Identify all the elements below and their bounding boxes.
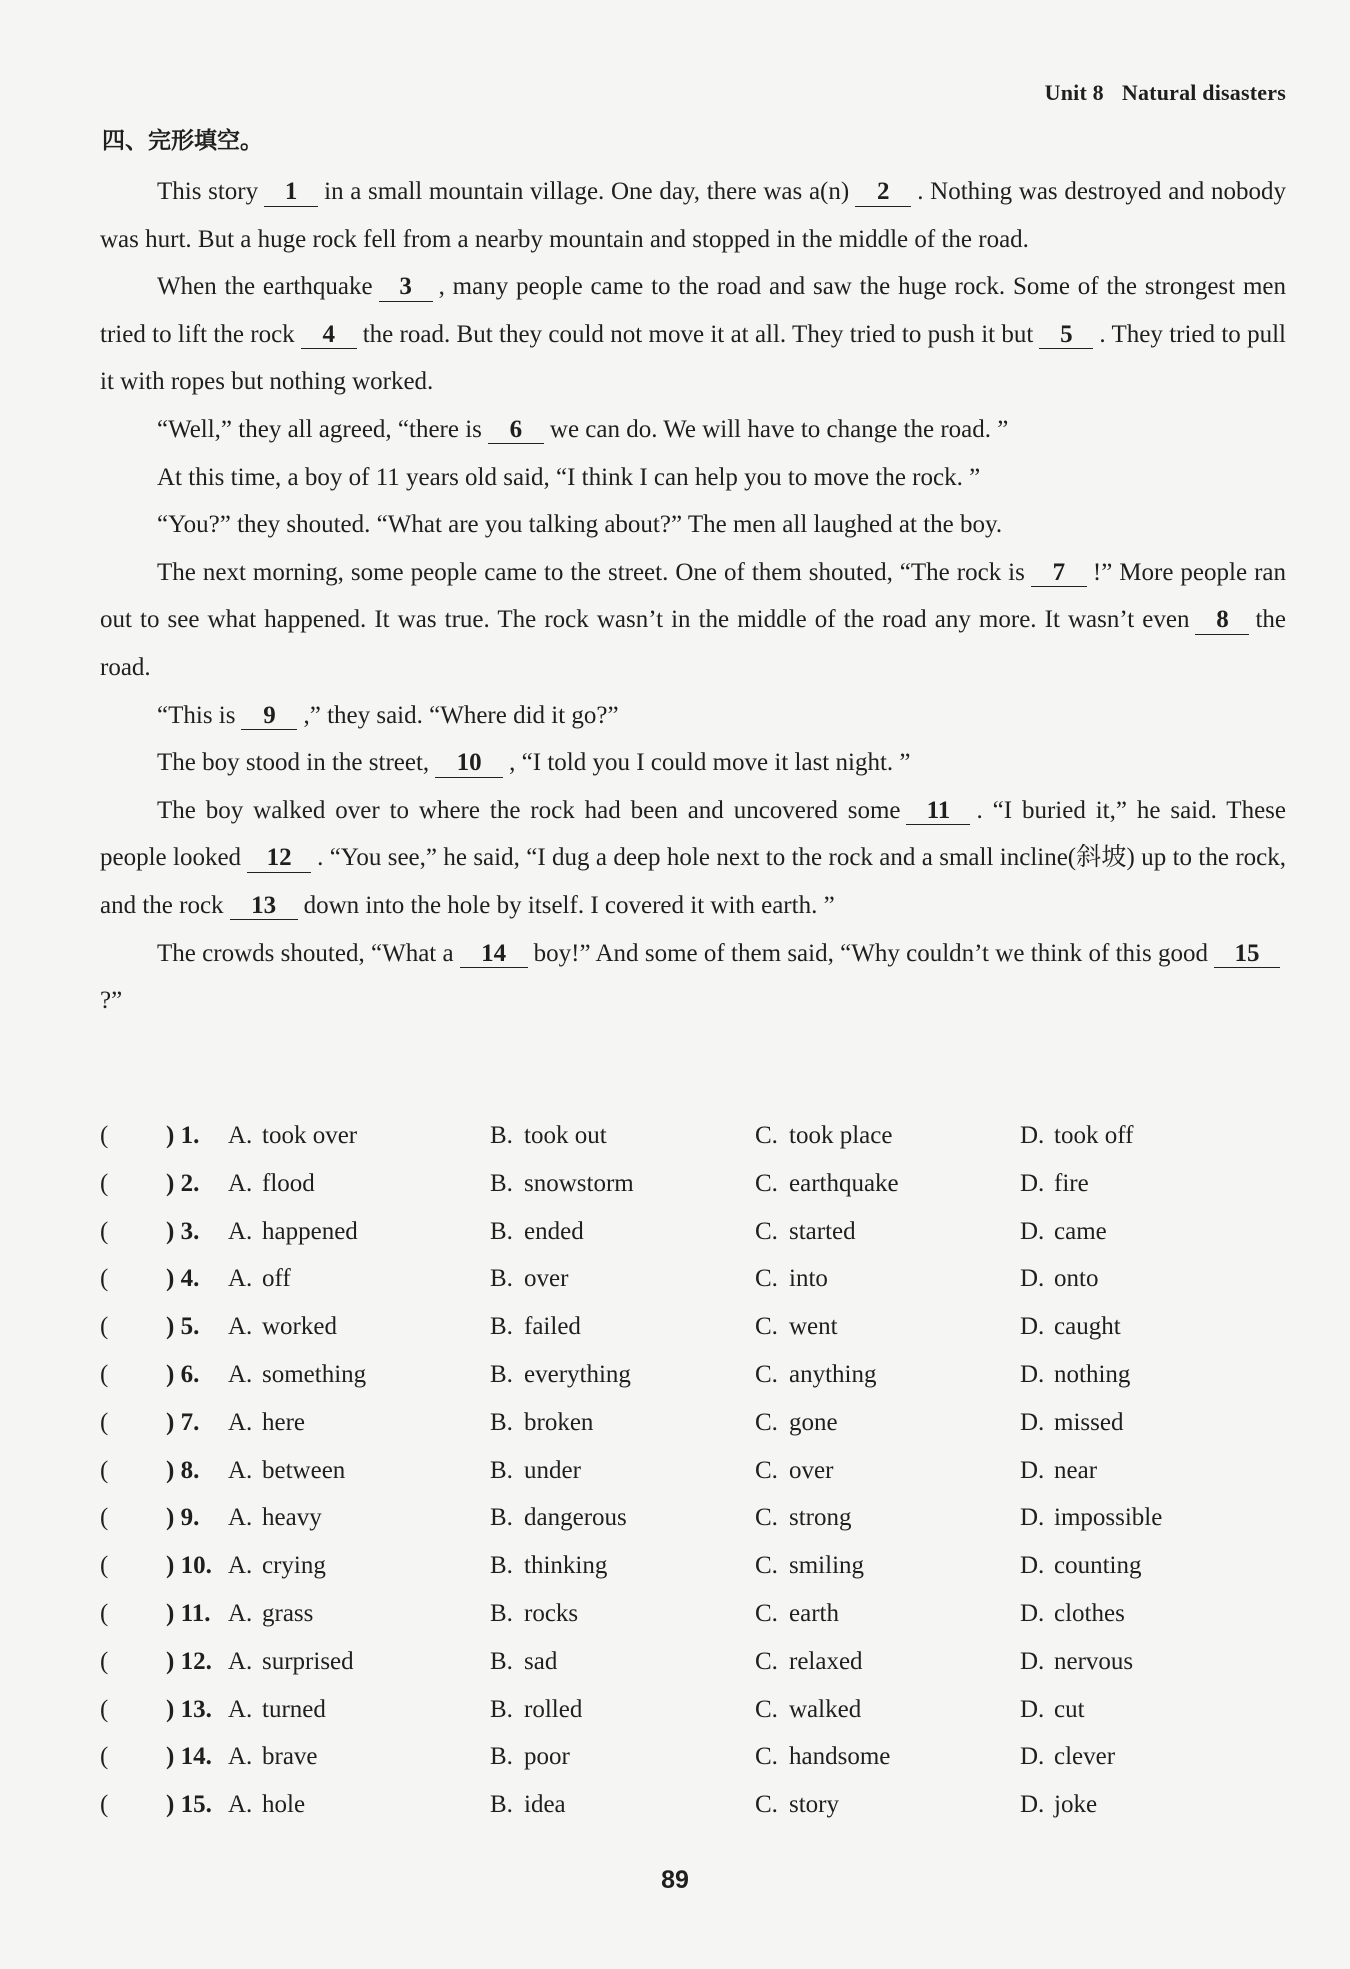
option-text: brave [262, 1743, 318, 1771]
option-letter: C. [755, 1552, 778, 1580]
option-text: caught [1054, 1313, 1121, 1341]
option-letter: B. [490, 1647, 513, 1675]
option-text: impossible [1054, 1504, 1163, 1532]
passage-text: . “I buried it,” he said. These people looked [100, 796, 1286, 872]
answer-paren[interactable]: ( [100, 1552, 109, 1580]
passage-text: the road. [100, 606, 1286, 681]
option-text: poor [524, 1743, 570, 1771]
option-c [755, 1218, 856, 1246]
option-letter: A. [228, 1169, 253, 1197]
answer-blank: 4 [301, 321, 357, 350]
answer-blank: 12 [247, 844, 311, 873]
option-text: smiling [789, 1552, 865, 1580]
option-a [228, 1648, 354, 1676]
option-letter: C. [755, 1122, 778, 1149]
answer-blank: 15 [1214, 940, 1280, 969]
option-text: hole [262, 1791, 306, 1819]
option-text: took out [524, 1122, 607, 1149]
answer-paren[interactable]: ( [100, 1122, 109, 1149]
option-c [755, 1409, 838, 1437]
option-text: gone [789, 1408, 838, 1436]
option-letter: D. [1020, 1552, 1045, 1580]
passage-text: . Nothing was destroyed and nobody was hurt. But a huge rock fell from a nearby mountain and stopped in the middle of the road. [100, 178, 1286, 253]
option-text: rolled [524, 1695, 583, 1723]
question-row [100, 1122, 1286, 1170]
option-b [490, 1743, 570, 1771]
option-a [228, 1313, 337, 1341]
option-d [1020, 1313, 1121, 1341]
option-letter: B. [490, 1408, 513, 1436]
passage-paragraph [100, 454, 1286, 502]
option-d [1020, 1791, 1097, 1819]
option-text: idea [524, 1791, 566, 1819]
question-number: ) 3. [166, 1217, 200, 1245]
passage-text: The boy walked over to where the rock had been and uncovered some [157, 796, 901, 824]
option-letter: D. [1020, 1265, 1045, 1293]
option-text: near [1054, 1456, 1098, 1484]
option-c [755, 1743, 890, 1771]
option-b [490, 1648, 557, 1676]
option-letter: C. [755, 1791, 778, 1819]
option-b [490, 1791, 566, 1819]
passage-text: “Well,” they all agreed, “there is [157, 415, 482, 443]
question-number: ) 9. [166, 1504, 200, 1532]
question-number: ) 14. [166, 1743, 212, 1771]
answer-paren[interactable]: ( [100, 1695, 109, 1723]
option-letter: D. [1020, 1791, 1045, 1819]
option-letter: D. [1020, 1647, 1045, 1675]
passage-paragraph [100, 930, 1286, 1025]
option-letter: B. [490, 1313, 513, 1341]
passage-text: down into the hole by itself. I covered it with earth. ” [303, 891, 835, 919]
option-d [1020, 1648, 1133, 1676]
option-b [490, 1552, 607, 1580]
option-d [1020, 1265, 1098, 1293]
passage-text: we can do. We will have to change the road. ” [549, 415, 1009, 443]
option-letter: B. [490, 1265, 513, 1293]
answer-blank: 6 [488, 416, 544, 445]
option-text: came [1054, 1217, 1107, 1245]
option-text: grass [262, 1599, 314, 1627]
option-text: onto [1054, 1265, 1099, 1293]
option-letter: A. [228, 1217, 253, 1245]
option-b [490, 1265, 568, 1293]
option-letter: D. [1020, 1313, 1045, 1341]
passage-paragraph [100, 406, 1286, 454]
option-letter: D. [1020, 1599, 1045, 1627]
option-text: under [524, 1456, 581, 1484]
option-a [228, 1600, 313, 1628]
option-a [228, 1170, 315, 1198]
answer-paren[interactable]: ( [100, 1265, 109, 1293]
answer-paren[interactable]: ( [100, 1504, 109, 1532]
passage-text: At this time, a boy of 11 years old said, “I think I can help you to move the rock. ” [157, 463, 981, 491]
question-number: ) 15. [166, 1791, 212, 1819]
option-text: failed [524, 1313, 581, 1341]
option-d [1020, 1696, 1085, 1724]
option-text: joke [1054, 1791, 1098, 1819]
passage-text: This story [157, 178, 259, 205]
question-row [100, 1600, 1286, 1648]
option-letter: A. [228, 1743, 253, 1771]
answer-blank: 10 [435, 749, 503, 778]
option-text: between [262, 1456, 346, 1484]
option-text: snowstorm [524, 1169, 634, 1197]
option-d [1020, 1600, 1125, 1628]
option-text: handsome [789, 1743, 891, 1771]
option-text: cut [1054, 1695, 1085, 1723]
option-letter: C. [755, 1169, 778, 1197]
option-letter: A. [228, 1122, 253, 1149]
answer-blank: 9 [241, 702, 297, 731]
passage-text: ,” they said. “Where did it go?” [303, 701, 619, 729]
option-b [490, 1361, 631, 1389]
option-text: earthquake [789, 1169, 899, 1197]
answer-paren[interactable]: ( [100, 1169, 109, 1197]
passage-text: . They tried to pull it with ropes but nothing worked. [100, 320, 1286, 396]
option-c [755, 1170, 899, 1198]
question-number: ) 5. [166, 1313, 200, 1341]
option-text: went [789, 1313, 838, 1341]
answer-paren[interactable]: ( [100, 1743, 109, 1771]
option-letter: D. [1020, 1122, 1045, 1149]
question-row [100, 1504, 1286, 1552]
option-text: broken [524, 1408, 594, 1436]
option-d [1020, 1361, 1130, 1389]
option-c [755, 1600, 839, 1628]
answer-paren[interactable]: ( [100, 1217, 109, 1245]
option-text: fire [1054, 1169, 1089, 1197]
question-number: ) 1. [166, 1122, 200, 1149]
option-a [228, 1218, 358, 1246]
question-row [100, 1791, 1286, 1839]
answer-paren[interactable]: ( [100, 1647, 109, 1675]
option-letter: A. [228, 1791, 253, 1819]
option-letter: C. [755, 1408, 778, 1436]
answer-blank: 8 [1195, 606, 1249, 635]
option-letter: A. [228, 1504, 253, 1532]
passage-text: the road. But they could not move it at all. They tried to push it but [362, 320, 1034, 348]
option-a [228, 1122, 357, 1150]
passage-paragraph [100, 501, 1286, 549]
section-title: 四、完形填空。 [102, 128, 263, 154]
option-letter: D. [1020, 1408, 1045, 1436]
passage-paragraph [100, 739, 1286, 787]
option-a [228, 1791, 305, 1819]
question-row [100, 1648, 1286, 1696]
option-letter: A. [228, 1599, 253, 1627]
option-a [228, 1552, 326, 1580]
passage-text: boy!” And some of them said, “Why couldn’t we think of this good [533, 939, 1208, 967]
option-b [490, 1122, 607, 1150]
option-letter: A. [228, 1360, 253, 1388]
passage-text: in a small mountain village. One day, there was a(n) [324, 178, 850, 205]
page-header [1045, 80, 1286, 106]
option-letter: D. [1020, 1169, 1045, 1197]
option-b [490, 1696, 582, 1724]
option-letter: B. [490, 1360, 513, 1388]
question-row [100, 1696, 1286, 1744]
option-letter: B. [490, 1695, 513, 1723]
option-text: ended [524, 1217, 584, 1245]
option-text: surprised [262, 1647, 354, 1675]
option-a [228, 1696, 326, 1724]
option-letter: C. [755, 1217, 778, 1245]
option-letter: B. [490, 1122, 513, 1149]
option-text: turned [262, 1695, 326, 1723]
passage-text: “You?” they shouted. “What are you talking about?” The men all laughed at the boy. [157, 511, 1003, 539]
option-a [228, 1361, 366, 1389]
question-row [100, 1409, 1286, 1457]
option-letter: C. [755, 1743, 778, 1771]
option-d [1020, 1170, 1089, 1198]
answer-blank: 14 [460, 940, 528, 969]
option-letter: A. [228, 1456, 253, 1484]
option-c [755, 1791, 839, 1819]
option-text: thinking [524, 1552, 608, 1580]
option-text: relaxed [789, 1647, 863, 1675]
option-letter: B. [490, 1552, 513, 1580]
option-text: took over [262, 1122, 358, 1149]
question-number: ) 12. [166, 1647, 212, 1675]
option-d [1020, 1457, 1097, 1485]
option-text: off [262, 1265, 291, 1293]
passage-paragraph [100, 549, 1286, 692]
question-row [100, 1361, 1286, 1409]
question-number: ) 8. [166, 1456, 200, 1484]
option-letter: C. [755, 1313, 778, 1341]
answer-paren[interactable]: ( [100, 1313, 109, 1341]
passage-paragraph [100, 168, 1286, 263]
unit-title: Natural disasters [1121, 80, 1286, 105]
passage-text: When the earthquake [157, 273, 373, 301]
option-letter: A. [228, 1408, 253, 1436]
option-d [1020, 1552, 1142, 1580]
passage-text: , “I told you I could move it last night. ” [509, 749, 911, 777]
answer-blank: 1 [264, 178, 318, 207]
option-a [228, 1265, 291, 1293]
passage-text: . “You see,” he said, “I dug a deep hole next to the rock and a small incline(斜坡) up to the rock, and the rock [100, 844, 1286, 919]
option-c [755, 1504, 852, 1532]
option-text: strong [789, 1504, 852, 1532]
option-text: walked [789, 1695, 862, 1723]
option-c [755, 1313, 838, 1341]
option-d [1020, 1122, 1133, 1150]
passage-text: “This is [157, 701, 236, 729]
option-c [755, 1265, 828, 1293]
option-text: everything [524, 1360, 631, 1388]
option-text: clothes [1054, 1599, 1125, 1627]
option-text: happened [262, 1217, 358, 1245]
option-text: crying [262, 1552, 326, 1580]
option-letter: D. [1020, 1217, 1045, 1245]
option-letter: B. [490, 1791, 513, 1819]
option-d [1020, 1409, 1123, 1437]
option-d [1020, 1504, 1162, 1532]
option-letter: D. [1020, 1504, 1045, 1532]
option-text: took place [789, 1122, 893, 1149]
question-number: ) 6. [166, 1360, 200, 1388]
option-letter: B. [490, 1456, 513, 1484]
option-text: over [789, 1456, 834, 1484]
answer-blank: 2 [855, 178, 911, 207]
option-text: dangerous [524, 1504, 627, 1532]
option-letter: B. [490, 1599, 513, 1627]
question-row [100, 1313, 1286, 1361]
option-text: clever [1054, 1743, 1116, 1771]
question-row [100, 1552, 1286, 1600]
option-letter: B. [490, 1217, 513, 1245]
passage-text: The boy stood in the street, [157, 749, 430, 777]
option-letter: D. [1020, 1360, 1045, 1388]
question-number: ) 11. [166, 1599, 211, 1627]
option-letter: A. [228, 1265, 253, 1293]
question-number: ) 2. [166, 1169, 200, 1197]
answer-paren[interactable]: ( [100, 1791, 109, 1819]
question-row [100, 1265, 1286, 1313]
answer-blank: 13 [230, 892, 298, 921]
option-text: anything [789, 1360, 877, 1388]
option-text: worked [262, 1313, 337, 1341]
option-text: something [262, 1360, 367, 1388]
option-text: missed [1054, 1408, 1124, 1436]
option-a [228, 1409, 305, 1437]
passage-text: ?” [100, 987, 123, 1015]
option-b [490, 1457, 581, 1485]
unit-label: Unit 8 [1044, 80, 1104, 105]
passage-paragraph [100, 263, 1286, 406]
answer-paren[interactable]: ( [100, 1456, 109, 1484]
option-c [755, 1122, 892, 1150]
option-letter: D. [1020, 1456, 1045, 1484]
option-text: rocks [524, 1599, 579, 1627]
option-letter: C. [755, 1647, 778, 1675]
answer-paren[interactable]: ( [100, 1360, 109, 1388]
option-c [755, 1648, 863, 1676]
answer-blank: 3 [379, 273, 433, 302]
option-b [490, 1600, 578, 1628]
option-text: started [789, 1217, 856, 1245]
option-c [755, 1361, 877, 1389]
option-letter: C. [755, 1599, 778, 1627]
option-letter: D. [1020, 1743, 1045, 1771]
option-letter: A. [228, 1695, 253, 1723]
option-a [228, 1457, 345, 1485]
option-letter: A. [228, 1647, 253, 1675]
option-text: took off [1054, 1122, 1134, 1149]
option-c [755, 1696, 861, 1724]
question-number: ) 13. [166, 1695, 212, 1723]
option-letter: B. [490, 1169, 513, 1197]
option-text: here [262, 1408, 306, 1436]
option-b [490, 1409, 593, 1437]
passage-paragraph [100, 787, 1286, 930]
passage-text: , many people came to the road and saw the huge rock. Some of the strongest men tried to lift the rock [100, 273, 1286, 348]
option-b [490, 1504, 627, 1532]
question-row [100, 1170, 1286, 1218]
option-text: over [524, 1265, 569, 1293]
question-row [100, 1218, 1286, 1266]
option-d [1020, 1218, 1107, 1246]
option-b [490, 1218, 584, 1246]
option-text: heavy [262, 1504, 322, 1532]
option-text: flood [262, 1169, 315, 1197]
option-a [228, 1504, 322, 1532]
option-letter: A. [228, 1552, 253, 1580]
option-b [490, 1313, 581, 1341]
option-d [1020, 1743, 1115, 1771]
option-letter: C. [755, 1265, 778, 1293]
option-letter: C. [755, 1360, 778, 1388]
question-list [100, 1122, 1286, 1839]
answer-blank: 5 [1039, 321, 1093, 350]
option-text: counting [1054, 1552, 1142, 1580]
passage-text: The crowds shouted, “What a [157, 939, 454, 967]
question-number: ) 4. [166, 1265, 200, 1293]
passage-text: The next morning, some people came to the street. One of them shouted, “The rock is [157, 558, 1025, 586]
option-text: story [789, 1791, 839, 1819]
cloze-passage [100, 168, 1286, 1025]
option-letter: B. [490, 1504, 513, 1532]
page-number: 89 [661, 1866, 689, 1894]
option-text: into [789, 1265, 828, 1293]
option-letter: C. [755, 1456, 778, 1484]
question-row [100, 1457, 1286, 1505]
answer-paren[interactable]: ( [100, 1408, 109, 1436]
option-letter: D. [1020, 1695, 1045, 1723]
option-a [228, 1743, 318, 1771]
option-c [755, 1457, 833, 1485]
option-letter: A. [228, 1313, 253, 1341]
option-text: earth [789, 1599, 839, 1627]
option-letter: C. [755, 1695, 778, 1723]
answer-blank: 7 [1031, 559, 1087, 588]
question-number: ) 10. [166, 1552, 212, 1580]
option-text: nothing [1054, 1360, 1131, 1388]
option-b [490, 1170, 634, 1198]
passage-paragraph [100, 692, 1286, 740]
question-row [100, 1743, 1286, 1791]
option-letter: C. [755, 1504, 778, 1532]
option-c [755, 1552, 864, 1580]
answer-blank: 11 [906, 797, 970, 826]
answer-paren[interactable]: ( [100, 1599, 109, 1627]
option-text: sad [524, 1647, 558, 1675]
option-text: nervous [1054, 1647, 1134, 1675]
passage-text: !” More people ran out to see what happened. It was true. The rock wasn’t in the middle of the road any more. It wasn’t even [100, 558, 1286, 634]
option-letter: B. [490, 1743, 513, 1771]
question-number: ) 7. [166, 1408, 200, 1436]
